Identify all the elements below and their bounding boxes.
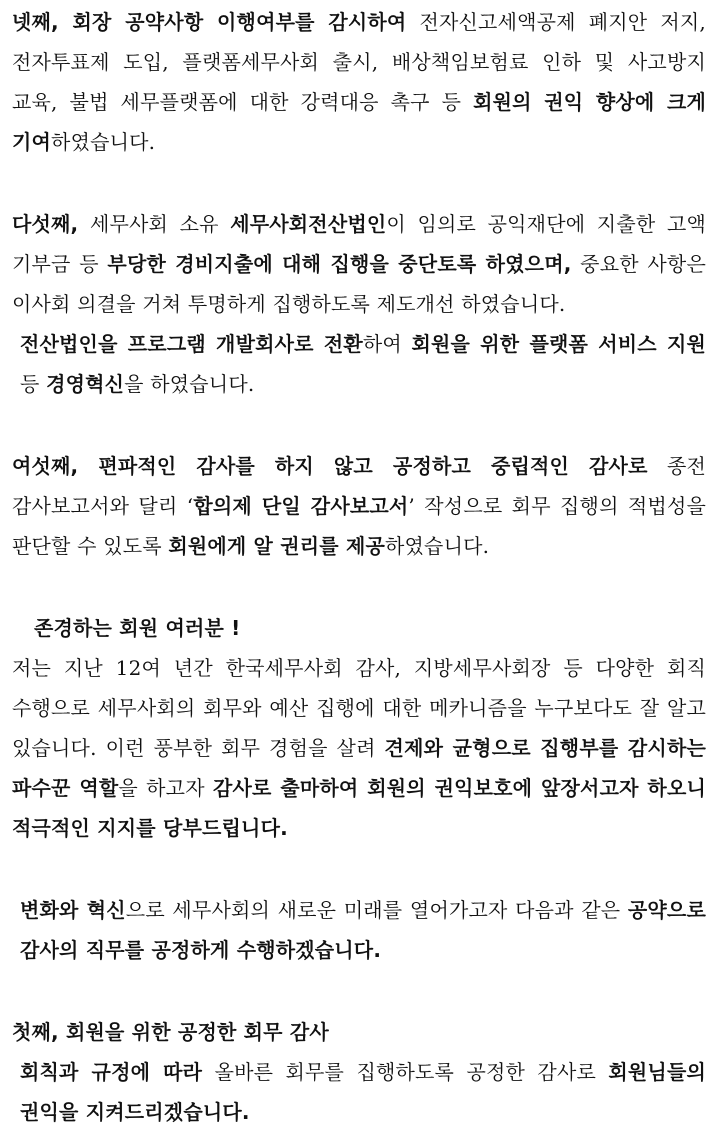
text-regular: 중요한 사항은 이사회 의결을 거쳐 투명하게 집행하도록 제도개선 하였습니다. xyxy=(12,252,706,316)
text-bold: 감사로 출마하여 회원의 권익보호에 앞장서고자 하오니 적극적인 지지를 당부드립니다. xyxy=(12,776,706,840)
text-regular: 세무사회 소유 xyxy=(78,212,231,236)
paragraph-candidacy xyxy=(12,648,706,848)
text-bold: 합의제 단일 감사보고서 xyxy=(193,494,409,518)
text-bold: 여섯째, 편파적인 감사를 하지 않고 공정하고 중립적인 감사로 xyxy=(12,454,648,478)
text-bold: 첫째, 회원을 위한 공정한 회무 감사 xyxy=(12,1020,329,1044)
text-bold: 다섯째, xyxy=(12,212,79,236)
text-bold: 견제와 균형으로 집행부를 감시하는 파수꾼 역할 xyxy=(12,736,706,800)
greeting-line xyxy=(12,608,706,648)
paragraph-fifth xyxy=(12,204,706,324)
text-regular: 하여 xyxy=(362,332,412,356)
text-bold: 존경하는 회원 여러분 ! xyxy=(34,616,241,640)
paragraph-fifth-continued xyxy=(12,324,706,404)
text-regular: 하였습니다. xyxy=(51,130,156,154)
text-regular: 등 xyxy=(20,372,47,396)
paragraph-pledge-intro xyxy=(12,890,706,970)
text-bold: 회원을 위한 플랫폼 서비스 지원 xyxy=(411,332,706,356)
pledge-first-heading xyxy=(12,1012,706,1052)
text-bold: 부당한 경비지출에 대해 집행을 중단토록 하였으며, xyxy=(107,252,572,276)
text-regular: 올바른 회무를 집행하도록 공정한 감사로 xyxy=(202,1060,609,1084)
text-bold: 회원의 권익 향상에 크게 기여 xyxy=(12,90,706,154)
text-regular: 종전 감사보고서와 달리 ‘ xyxy=(12,454,706,518)
paragraph-sixth xyxy=(12,446,706,566)
text-bold: 회원님들의 권익을 지켜드리겠습니다. xyxy=(20,1060,706,1124)
pledge-first-body xyxy=(12,1052,706,1132)
text-bold: 공약으로 감사의 직무를 공정하게 수행하겠습니다. xyxy=(20,898,706,962)
text-regular: 하였습니다. xyxy=(385,534,490,558)
text-regular: 을 하고자 xyxy=(118,776,213,800)
text-bold: 경영혁신 xyxy=(46,372,125,396)
text-bold: 회원에게 알 권리를 제공 xyxy=(168,534,386,558)
text-regular: 을 하였습니다. xyxy=(124,372,255,396)
text-bold: 변화와 혁신 xyxy=(20,898,126,922)
text-regular: ’ 작성으로 회무 집행의 적법성을 판단할 수 있도록 xyxy=(12,494,706,558)
text-bold: 회칙과 규정에 따라 xyxy=(20,1060,203,1084)
text-regular: 저는 지난 12여 년간 한국세무사회 감사, 지방세무사회장 등 다양한 회직 수행으로 세무사회의 회무와 예산 집행에 대한 메카니즘을 누구보다도 잘 알고 있습니다. 이런 풍부한 회무 경험을 살려 xyxy=(12,656,706,760)
text-regular: 이 임의로 공익재단에 지출한 고액 기부금 등 xyxy=(12,212,706,276)
text-regular: 전자신고세액공제 폐지안 저지, 전자투표제 도입, 플랫폼세무사회 출시, 배상책임보험료 인하 및 사고방지 교육, 불법 세무플랫폼에 대한 강력대응 촉구 등 xyxy=(12,10,706,114)
paragraph-fourth xyxy=(12,2,706,162)
text-bold: 세무사회전산법인 xyxy=(230,212,387,236)
text-bold: 넷째, 회장 공약사항 이행여부를 감시하여 xyxy=(12,10,407,34)
text-regular: 으로 세무사회의 새로운 미래를 열어가고자 다음과 같은 xyxy=(125,898,628,922)
text-bold: 전산법인을 프로그램 개발회사로 전환 xyxy=(20,332,363,356)
